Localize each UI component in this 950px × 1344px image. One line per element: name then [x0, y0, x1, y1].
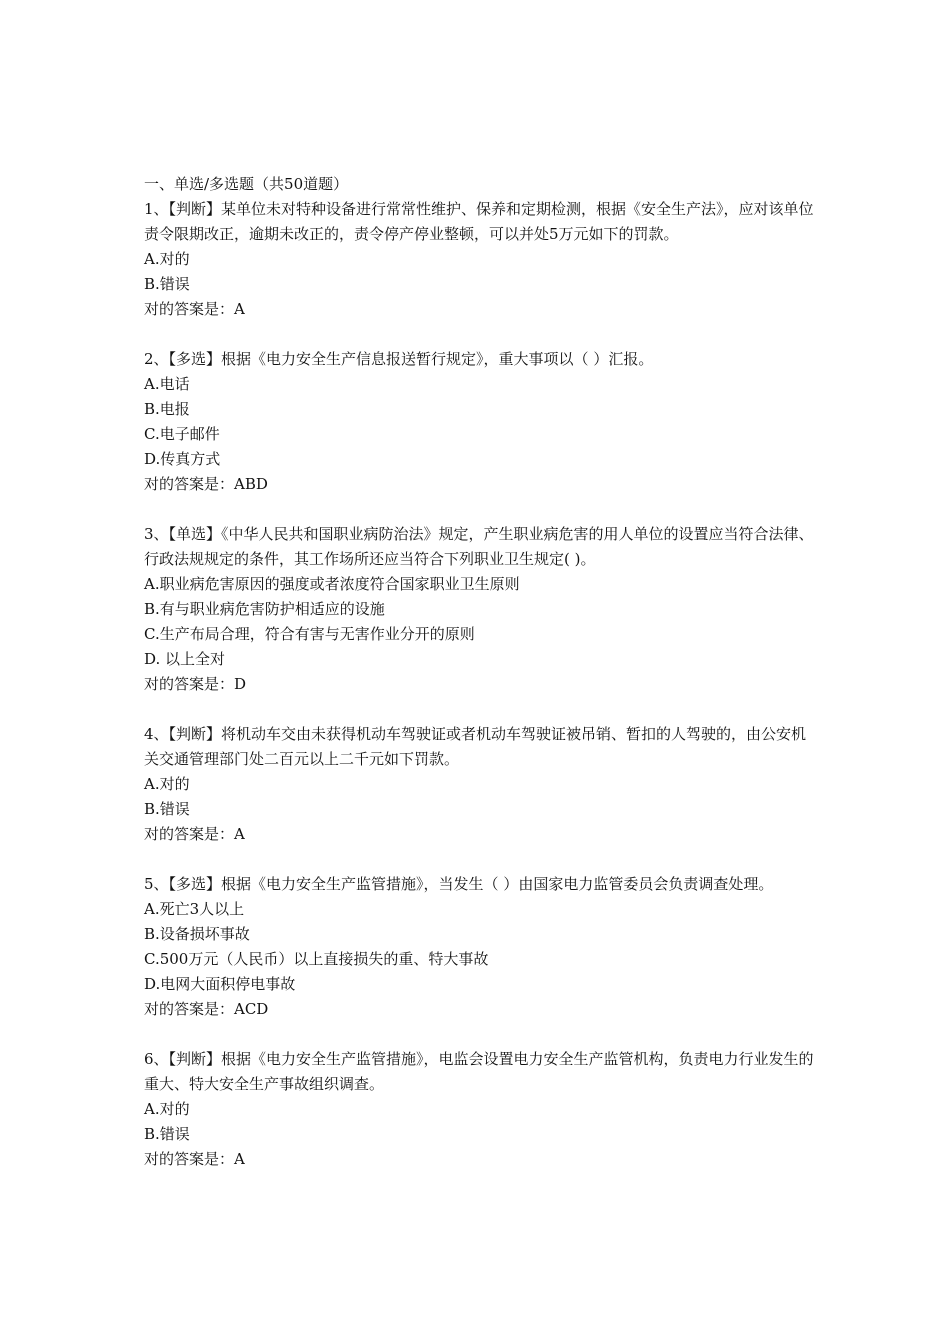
question-3 — [144, 522, 816, 697]
option-d: D.电网大面积停电事故 — [144, 975, 296, 993]
option-c: C.500万元（人民币）以上直接损失的重、特大事故 — [144, 950, 489, 968]
question-2 — [144, 347, 816, 497]
option-d: D. 以上全对 — [144, 650, 226, 668]
question-stem: 6、【判断】根据《电力安全生产监管措施》，电监会设置电力安全生产监管机构，负责电力行业发生的重大、特大安全生产事故组织调查。 — [144, 1050, 814, 1093]
answer-line: 对的答案是：A — [144, 825, 245, 843]
option-b: B.设备损坏事故 — [144, 925, 250, 943]
answer-line: 对的答案是：A — [144, 300, 245, 318]
section-heading: 一、单选/多选题（共50道题） — [144, 175, 349, 193]
question-stem: 3、【单选】《中华人民共和国职业病防治法》规定，产生职业病危害的用人单位的设置应当符合法律、行政法规规定的条件，其工作场所还应当符合下列职业卫生规定( )。 — [144, 525, 814, 568]
question-stem: 2、【多选】根据《电力安全生产信息报送暂行规定》，重大事项以（ ）汇报。 — [144, 350, 654, 368]
option-b: B.错误 — [144, 1125, 190, 1143]
answer-line: 对的答案是：ABD — [144, 475, 268, 493]
answer-line: 对的答案是：D — [144, 675, 247, 693]
question-stem: 5、【多选】根据《电力安全生产监管措施》，当发生（ ）由国家电力监管委员会负责调查处理。 — [144, 875, 774, 893]
option-b: B.错误 — [144, 800, 190, 818]
option-a: A.死亡3人以上 — [144, 900, 245, 918]
question-stem: 4、【判断】将机动车交由未获得机动车驾驶证或者机动车驾驶证被吊销、暂扣的人驾驶的，由公安机关交通管理部门处二百元以上二千元如下罚款。 — [144, 725, 807, 768]
option-b: B.错误 — [144, 275, 190, 293]
option-a: A.职业病危害原因的强度或者浓度符合国家职业卫生原则 — [144, 575, 520, 593]
question-stem: 1、【判断】某单位未对特种设备进行常常性维护、保养和定期检测，根据《安全生产法》，应对该单位责令限期改正，逾期未改正的，责令停产停业整顿，可以并处5万元如下的罚款。 — [144, 200, 814, 243]
question-4 — [144, 722, 816, 847]
question-6 — [144, 1047, 816, 1172]
option-b: B.电报 — [144, 400, 190, 418]
option-a: A.对的 — [144, 775, 190, 793]
option-a: A.电话 — [144, 375, 190, 393]
answer-line: 对的答案是：ACD — [144, 1000, 269, 1018]
option-d: D.传真方式 — [144, 450, 221, 468]
question-1 — [144, 197, 816, 322]
option-a: A.对的 — [144, 250, 190, 268]
option-a: A.对的 — [144, 1100, 190, 1118]
option-b: B.有与职业病危害防护相适应的设施 — [144, 600, 385, 618]
option-c: C.生产布局合理，符合有害与无害作业分开的原则 — [144, 625, 475, 643]
document-content — [144, 172, 816, 1172]
answer-line: 对的答案是：A — [144, 1150, 245, 1168]
option-c: C.电子邮件 — [144, 425, 220, 443]
question-5 — [144, 872, 816, 1022]
